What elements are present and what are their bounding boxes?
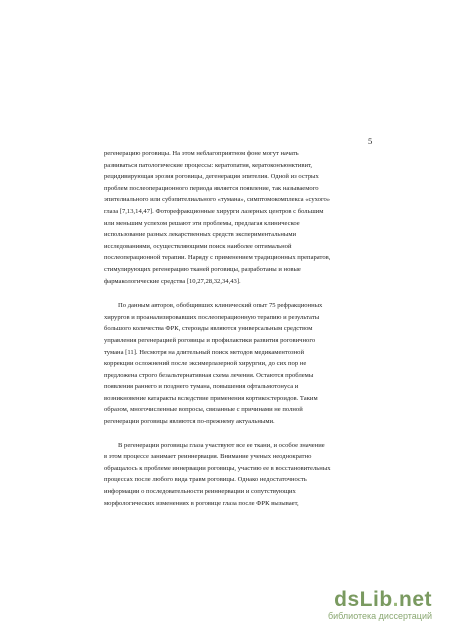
text-line: По данным авторов, обобщивших клинический опыт 75 рефракционных xyxy=(118,302,323,310)
text-line: обращалось к проблеме иннервации роговицы, участию ее в восстановительных xyxy=(104,464,331,472)
watermark xyxy=(328,589,432,622)
text-line: фармакологические средства [10,27,28,32,34,43]. xyxy=(104,277,241,285)
page-number: 5 xyxy=(368,136,373,146)
text-line: появления раннего и позднего тумана, повышения офтальмотонуса и xyxy=(104,383,299,391)
watermark-logo-tld: net xyxy=(399,588,432,611)
text-line: информации о последовательности реиннервации и сопутствующих xyxy=(104,488,296,496)
text-line: в этом процессе занимает реиннервация. Внимание ученых неоднократно xyxy=(104,453,312,461)
text-line: проблем послеоперационного периода является появление, так называемого xyxy=(104,184,319,192)
text-line: или меньшим успехом решают эти проблемы, предлагая клиническое xyxy=(104,219,300,227)
text-line: исследованиями, осуществляющими поиск наиболее оптимальной xyxy=(104,242,292,250)
watermark-logo-dot: . xyxy=(392,588,399,611)
paragraph-3 xyxy=(104,440,372,510)
text-line: регенерации роговицы являются по-прежнему актуальными. xyxy=(104,418,275,426)
text-line: регенерацию роговицы. На этом неблагоприятном фоне могут начать xyxy=(104,150,299,157)
text-line: возникновение катаракты вследствие применения кортикостероидов. Таким xyxy=(104,394,318,402)
text-line: эпителиального или субэпителиального «тумана», симптомокомплекса «сухого» xyxy=(104,196,331,204)
text-line: использование разных лекарственных средств экспериментальными xyxy=(104,231,297,239)
text-line: управления регенерацией роговицы и профилактики развития роговичного xyxy=(104,336,316,344)
text-line: послеоперационной терапии. Наряду с применением традиционных препаратов, xyxy=(104,254,331,262)
text-line: рецидивирующая эрозия роговицы, дегенерация эпителия. Одной из острых xyxy=(104,173,319,181)
watermark-logo xyxy=(328,589,432,611)
paragraph-1 xyxy=(104,148,372,287)
text-line: В регенерации роговицы глаза участвуют все ее ткани, и особое значение xyxy=(118,441,325,449)
paragraph-2 xyxy=(104,300,372,428)
watermark-logo-main: dsLib xyxy=(334,588,393,611)
text-line: стимулирующих регенерацию тканей роговицы, разработаны и новые xyxy=(104,265,301,273)
text-line: морфологических изменениях в роговице глаза после ФРК вызывает, xyxy=(104,499,299,507)
watermark-subtitle: библиотека диссертаций xyxy=(327,611,432,621)
text-line: большого количества ФРК, стероиды являются универсальным средством xyxy=(104,325,313,333)
text-line: коррекции осложнений после эксимерлазерной хирургии, до сих пор не xyxy=(104,360,307,368)
text-line: развиваться патологические процессы: кератопатия, кератоконъюнктивит, xyxy=(104,161,313,169)
text-line: глаза [7,13,14,47]. Фоторефракционные хирурги лазерных центров с большим xyxy=(104,207,324,215)
text-line: тумана [11]. Несмотря на длительный поиск методов медикаментозной xyxy=(104,348,304,356)
text-line: предложена строго безальтернативная схема лечения. Остаются проблемы xyxy=(104,371,314,379)
document-body xyxy=(104,148,372,509)
text-line: процессах после любого вида травм роговицы. Однако недостаточность xyxy=(104,476,307,484)
text-line: образом, многочисленные вопросы, связанные с причинами не полной xyxy=(104,406,303,414)
text-line: хирургов и проанализировавших послеоперационную терапию и результаты xyxy=(104,313,320,321)
